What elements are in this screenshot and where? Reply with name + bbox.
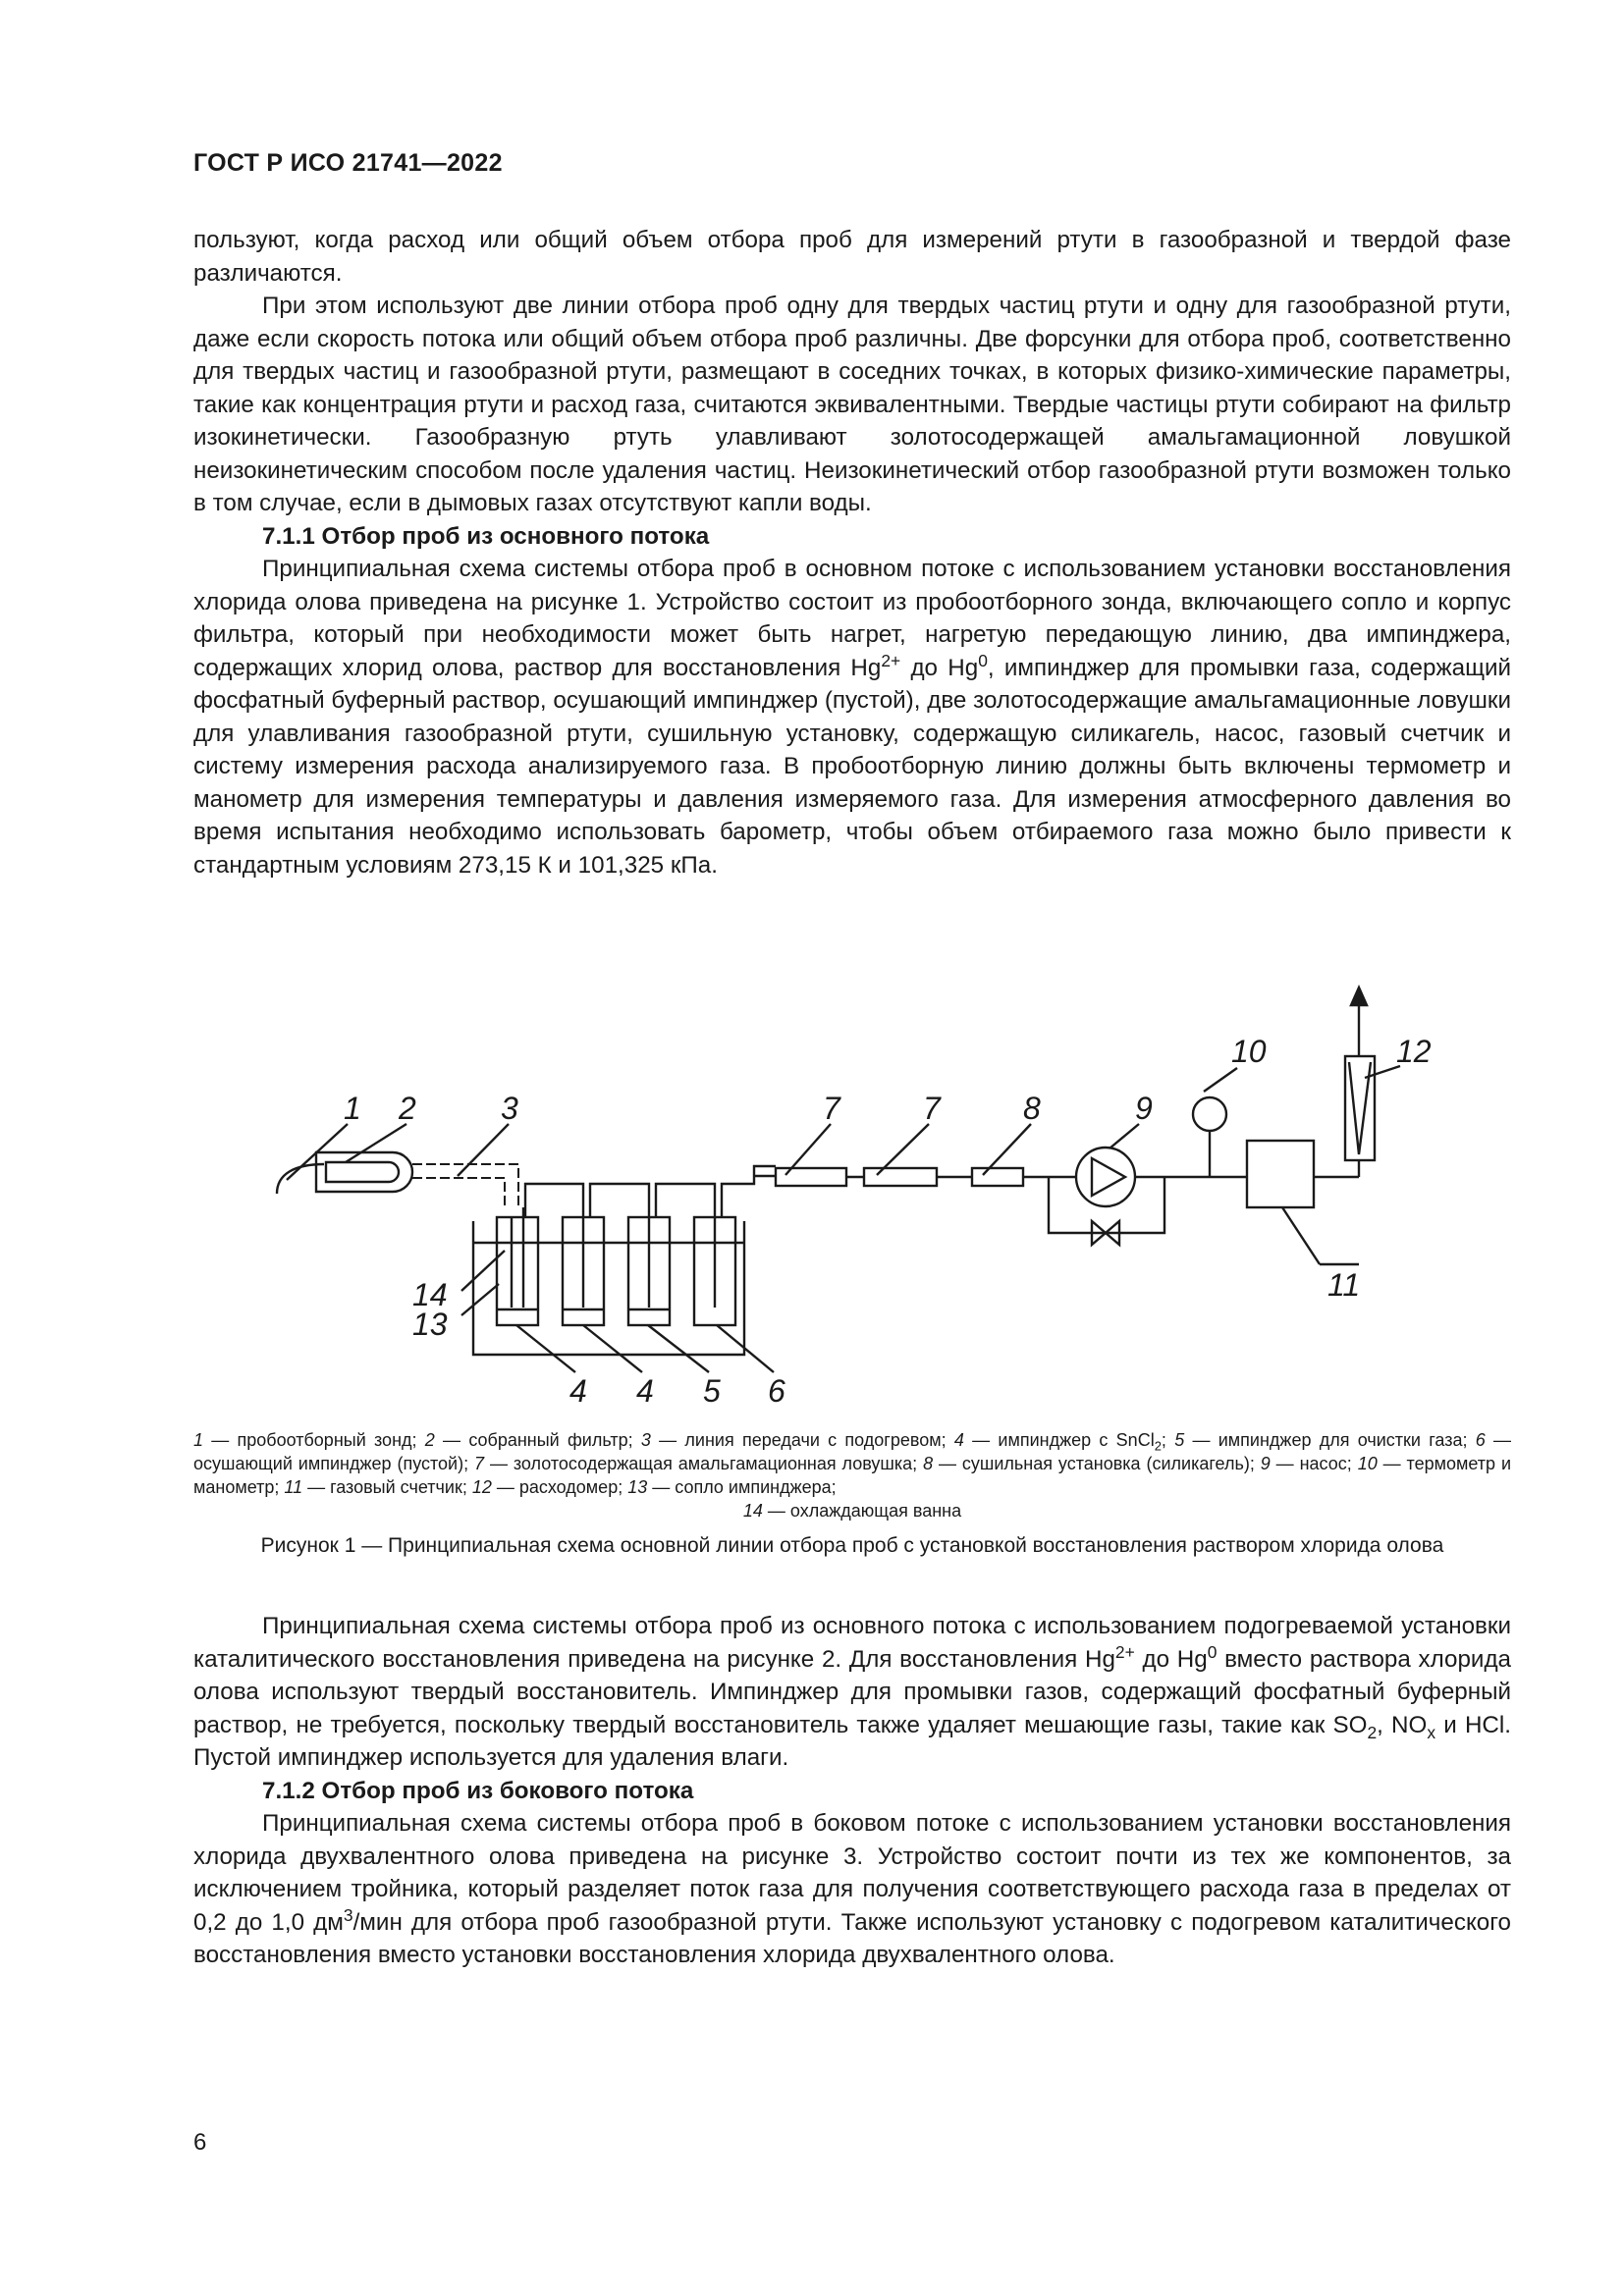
thermometer-manometer	[1193, 1097, 1226, 1131]
callout-amalgam-trap-1: 7	[823, 1091, 840, 1126]
section-heading-7-1-2: 7.1.2 Отбор проб из бокового потока	[262, 1777, 694, 1804]
pipe-4-out	[722, 1166, 776, 1217]
pump-arrow	[1092, 1158, 1125, 1196]
callout-gas-meter: 11	[1327, 1267, 1361, 1303]
heated-line-inner	[412, 1178, 505, 1207]
paragraph-continuation: пользуют, когда расход или общий объем отбора проб для измерений ртути в газообразной и твердой фазе различаются.	[193, 227, 1511, 287]
callout-heated-line: 3	[501, 1091, 518, 1126]
filter-inner	[326, 1162, 399, 1182]
paragraph-side-flow-description: Принципиальная схема системы отбора проб в боковом потоке с использованием установки восстановления хлорида двухвалентного олова приведена на рисунке 3. Устройство состоит почти из тех же компонентов, за исключением тройника, который разделяет поток газа для получения соответствующего расхода газа в пределах от 0,2 до 1,0 $дм^3$/мин для отбора проб газообразной ртути. Также используют установку с подогревом каталитического восстановления вместо установки восстановления хлорида двухвалентного олова.	[193, 1810, 1511, 1968]
outlet-arrow	[1351, 988, 1367, 1005]
callout-cooling-bath: 14	[412, 1277, 448, 1312]
callout-impinger-sncl2-2: 4	[636, 1373, 654, 1409]
callout-probe: 1	[344, 1091, 361, 1126]
figure-caption: Рисунок 1 — Принципиальная схема основной линии отбора проб с установкой восстановления раствором хлорида олова	[260, 1534, 1444, 1557]
amalgam-trap-2	[864, 1168, 937, 1186]
drying-unit	[972, 1168, 1023, 1186]
page-number: 6	[193, 2129, 207, 2156]
callout-impinger-drying: 6	[768, 1373, 785, 1409]
legend-last-line: 14 — охлаждающая ванна	[742, 1501, 962, 1521]
callout-amalgam-trap-2: 7	[923, 1091, 941, 1126]
cooling-bath	[473, 1221, 744, 1355]
heated-line-outer	[412, 1164, 518, 1207]
bypass-line	[1049, 1177, 1164, 1233]
callout-filter: 2	[399, 1091, 416, 1126]
callout-flow-meter: 12	[1396, 1034, 1432, 1069]
callout-pump: 9	[1135, 1091, 1153, 1126]
callout-drying-unit: 8	[1023, 1091, 1041, 1126]
amalgam-trap-1	[776, 1168, 846, 1186]
section-heading-7-1-1: 7.1.1 Отбор проб из основного потока	[262, 522, 710, 550]
pipe-3-4	[656, 1184, 715, 1217]
callout-impinger-sncl2-1: 4	[569, 1373, 587, 1409]
text-block-bottom	[193, 1610, 1511, 1972]
paragraph-sampling-lines: При этом используют две линии отбора проб одну для твердых частиц ртути и одну для газообразной ртути, даже если скорость потока или общий объем отбора проб различны. Две форсунки для отбора проб, соответственно для твердых частиц и газообразной ртути, размещают в соседних точках, в которых физико-химические параметры, такие как концентрация ртути и расход газа, считаются эквивалентными. Твердые частицы ртути собирают на фильтр изокинетически. Газообразную ртуть улавливают золотосодержащей амальгамационной ловушкой неизокинетическим способом после удаления частиц. Неизокинетический отбор газообразной ртути возможен только в том случае, если в дымовых газах отсутствуют капли воды.	[193, 293, 1511, 516]
pipe-1-2	[525, 1184, 583, 1217]
callout-thermometer: 10	[1231, 1034, 1267, 1069]
sampling-system-diagram	[0, 972, 1624, 1423]
paragraph-catalytic-reduction: Принципиальная схема системы отбора проб из основного потока с использованием подогреваемой установки каталитического восстановления приведена на рисунке 2. Для восстановления $Hg^{2+}$ до Hg$^0$ вместо раствора хлорида олова используют твердый восстановитель. Импинджер для промывки газов, содержащий фосфатный буферный раствор, не требуется, поскольку твердый восстановитель также удаляет мешающие газы, такие как $SO_2$, $NO_x$ и HCl. Пустой импинджер используется для удаления влаги.	[193, 1613, 1512, 1771]
document-header: ГОСТ Р ИСО 21741—2022	[193, 149, 503, 177]
paragraph-main-flow-description: Принципиальная схема системы отбора проб в основном потоке с использованием установки восстановления хлорида олова приведена на рисунке 1. Устройство состоит из пробоотборного зонда, включающего сопло и корпус фильтра, который при необходимости может быть нагрет, нагретую передающую линию, два импинджера, содержащих хлорид олова, раствор для восстановления $Hg^{2+}$ до Hg$^0$, импинджер для промывки газа, содержащий фосфатный буферный раствор, осушающий импинджер (пустой), две золотосодержащие амальгамационные ловушки для улавливания газообразной ртути, сушильную установку, содержащую силикагель, насос, газовый счетчик и систему измерения расхода анализируемого газа. В пробоотборную линию должны быть включены термометр и манометр для измерения температуры и давления измеряемого газа. Для измерения атмосферного давления во время испытания необходимо использовать барометр, чтобы объем отбираемого газа можно было привести к стандартным условиям 273,15 К и 101,325 кПа.	[193, 556, 1511, 879]
callout-impinger-nozzle: 13	[412, 1307, 448, 1342]
pipe-2-3	[590, 1184, 649, 1217]
text-block-top	[193, 224, 1511, 881]
gas-meter	[1247, 1141, 1314, 1207]
callout-impinger-cleaning: 5	[703, 1373, 721, 1409]
figure-legend: 1 — пробоотборный зонд; 2 — собранный фильтр; 3 — линия передачи с подогревом; 4 — импинджер с SnCl$_2$; 5 — импинджер для очистки газа; 6 — осушающий импинджер (пустой); 7 — золотосодержащая амальгамационная ловушка; 8 — сушильная установка (силикагель); 9 — насос; 10 — термометр и манометр; 11 — газовый счетчик; 12 — расходомер; 13 — сопло импинджера; 14 — охлаждающая ванна	[193, 1430, 1512, 1521]
